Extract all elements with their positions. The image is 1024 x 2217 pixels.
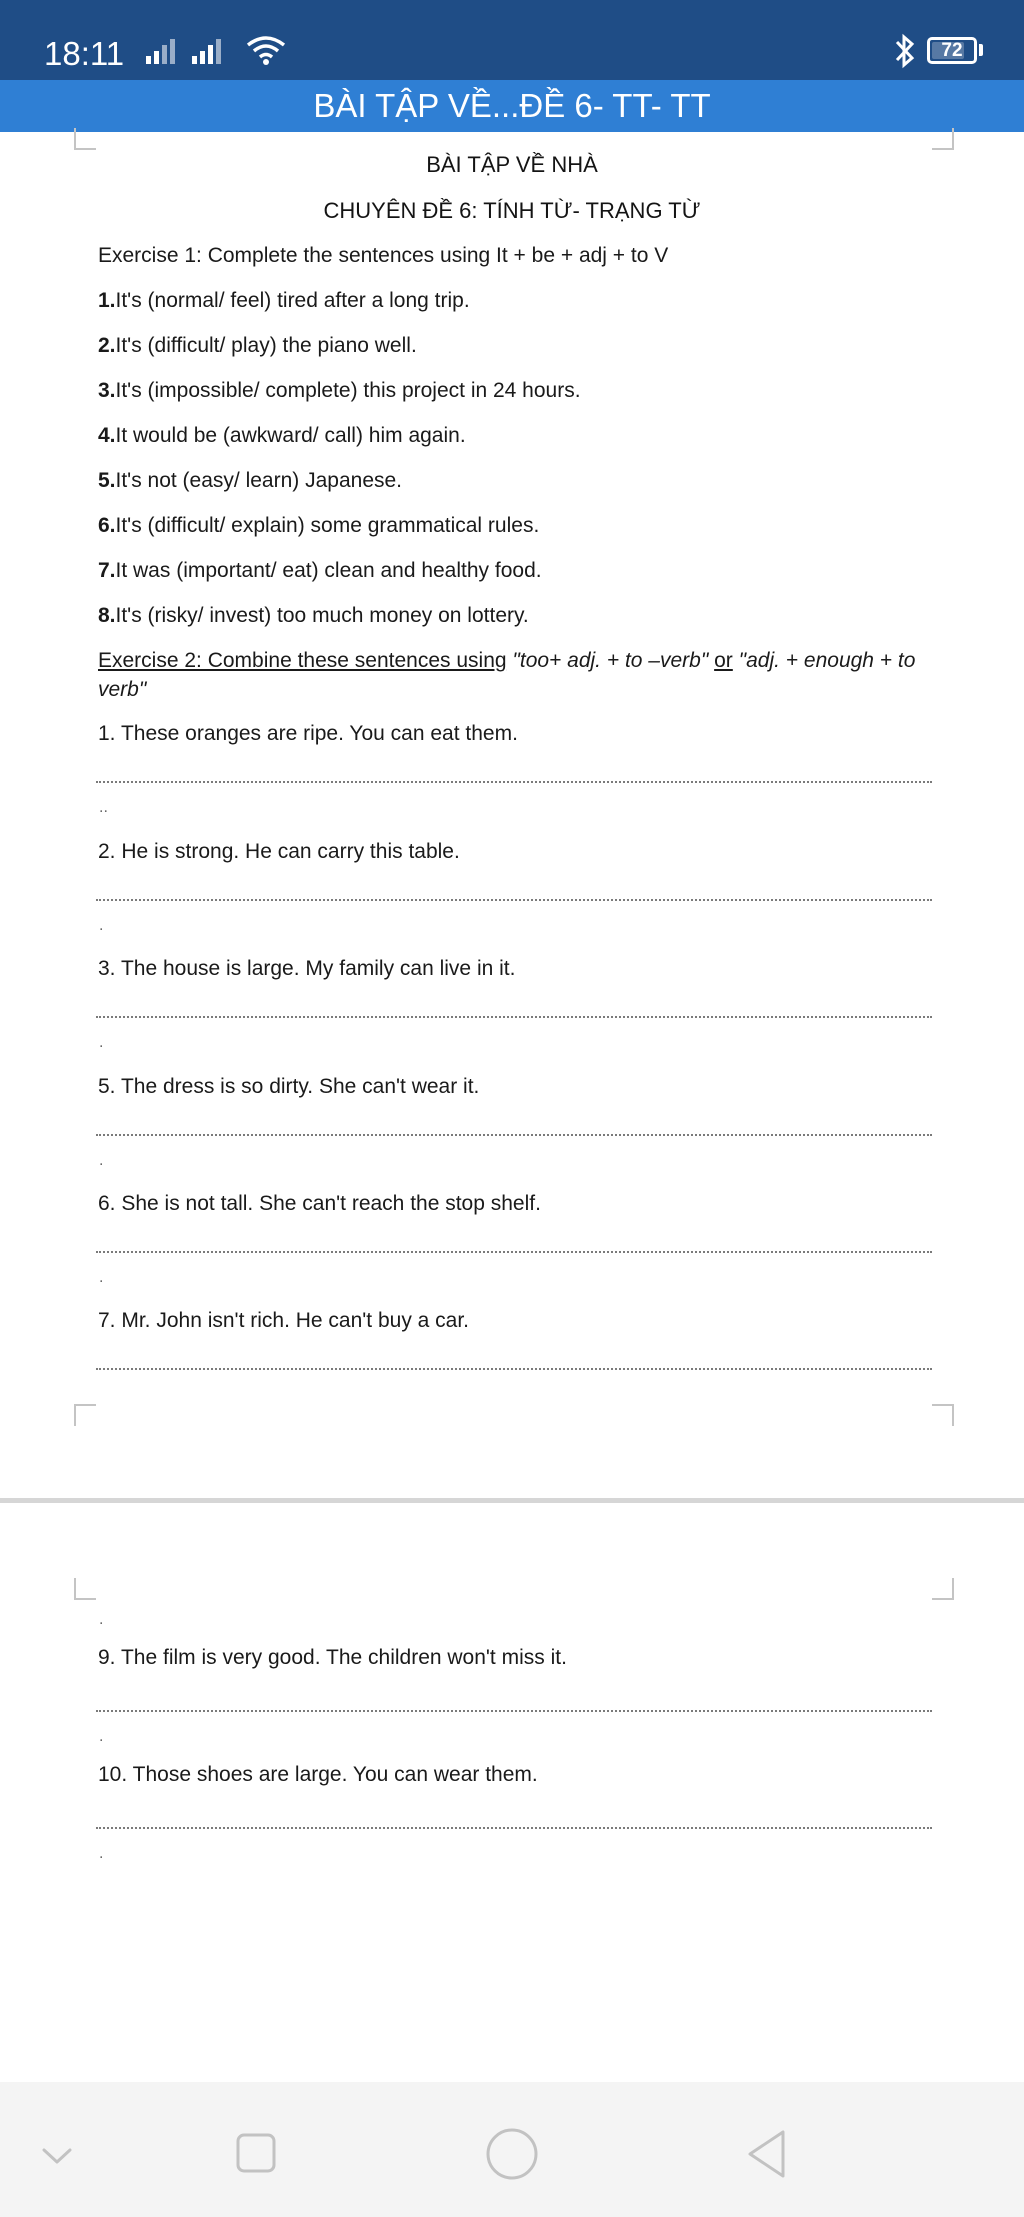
exercise1-item	[98, 469, 402, 493]
dot-mark: .	[99, 1728, 104, 1745]
exercise1-item	[98, 289, 470, 313]
exercise2-item: 3. The house is large. My family can live in it.	[98, 957, 516, 980]
back-button[interactable]	[738, 2124, 798, 2184]
battery-level: 72	[941, 40, 963, 61]
document-heading: BÀI TẬP VỀ NHÀ	[426, 152, 598, 177]
dot-mark: .	[99, 1034, 104, 1051]
battery-icon	[927, 37, 977, 64]
answer-line	[96, 781, 932, 783]
dot-mark: ..	[99, 799, 108, 816]
answer-line	[96, 899, 932, 901]
page-corner-mark	[74, 1578, 96, 1600]
answer-line	[96, 1251, 932, 1253]
item-text: It's (risky/ invest) too much money on lottery.	[115, 604, 529, 627]
signal-icon	[192, 38, 221, 64]
item-number: 4.	[98, 424, 116, 447]
exercise2-title	[98, 646, 928, 704]
document-title: BÀI TẬP VỀ...ĐỀ 6- TT- TT	[313, 87, 711, 124]
page-divider	[0, 1498, 1024, 1503]
dot-mark: .	[99, 1845, 104, 1862]
recent-apps-button[interactable]	[226, 2124, 286, 2184]
item-text: It's (normal/ feel) tired after a long trip.	[115, 289, 470, 312]
item-number: 7.	[98, 559, 116, 582]
chevron-down-icon[interactable]	[27, 2124, 87, 2184]
item-number: 6.	[98, 514, 116, 537]
exercise2-item: 9. The film is very good. The children won't miss it.	[98, 1646, 567, 1669]
item-number: 1.	[98, 289, 116, 312]
exercise2-item: 10. Those shoes are large. You can wear them.	[98, 1763, 538, 1786]
answer-line	[96, 1134, 932, 1136]
item-number: 3.	[98, 379, 116, 402]
answer-line	[96, 1368, 932, 1370]
answer-line	[96, 1710, 932, 1712]
exercise1-item	[98, 514, 539, 538]
document-title-bar	[0, 80, 1024, 132]
wifi-icon	[246, 36, 286, 66]
signal-icon	[146, 38, 175, 64]
dot-mark: .	[99, 917, 104, 934]
exercise2-structure-2: "adj. + enough + to verb"	[98, 649, 916, 701]
exercise2-title-underlined: Exercise 2: Combine these sentences using	[98, 649, 507, 672]
item-text: It's (impossible/ complete) this project in 24 hours.	[115, 379, 581, 402]
status-time: 18:11	[44, 35, 125, 72]
exercise1-item	[98, 379, 581, 403]
item-number: 2.	[98, 334, 116, 357]
exercise1-title: Exercise 1: Complete the sentences using It + be + adj + to V	[98, 244, 669, 267]
exercise2-item: 2. He is strong. He can carry this table.	[98, 840, 460, 863]
item-text: It's (difficult/ explain) some grammatical rules.	[115, 514, 540, 537]
exercise2-item: 5. The dress is so dirty. She can't wear it.	[98, 1075, 480, 1098]
status-bar	[0, 0, 1024, 80]
item-text: It's (difficult/ play) the piano well.	[115, 334, 417, 357]
page-corner-mark	[74, 128, 96, 150]
exercise2-title-or: or	[714, 649, 733, 672]
item-text: It was (important/ eat) clean and healthy food.	[115, 559, 542, 582]
navigation-bar	[0, 2082, 1024, 2217]
item-text: It would be (awkward/ call) him again.	[115, 424, 466, 447]
answer-line	[96, 1016, 932, 1018]
item-text: It's not (easy/ learn) Japanese.	[115, 469, 403, 492]
document-subheading: CHUYÊN ĐỀ 6: TÍNH TỪ- TRẠNG TỪ	[323, 198, 701, 223]
page-corner-mark	[932, 128, 954, 150]
item-number: 5.	[98, 469, 116, 492]
answer-line	[96, 1827, 932, 1829]
dot-mark: .	[99, 1269, 104, 1286]
exercise1-item	[98, 559, 542, 583]
page-corner-mark	[932, 1578, 954, 1600]
dot-mark: .	[99, 1611, 104, 1628]
exercise2-structure-1: "too+ adj. + to –verb"	[512, 649, 709, 672]
page-corner-mark	[932, 1404, 954, 1426]
home-button[interactable]	[482, 2124, 542, 2184]
bluetooth-icon	[892, 33, 918, 69]
item-number: 8.	[98, 604, 116, 627]
page-corner-mark	[74, 1404, 96, 1426]
exercise2-item: 1. These oranges are ripe. You can eat them.	[98, 722, 518, 745]
exercise2-item: 7. Mr. John isn't rich. He can't buy a car.	[98, 1309, 470, 1332]
exercise1-item	[98, 334, 417, 358]
exercise1-item	[98, 604, 529, 628]
exercise2-item: 6. She is not tall. She can't reach the stop shelf.	[98, 1192, 541, 1215]
dot-mark: .	[99, 1152, 104, 1169]
exercise1-item	[98, 424, 466, 448]
